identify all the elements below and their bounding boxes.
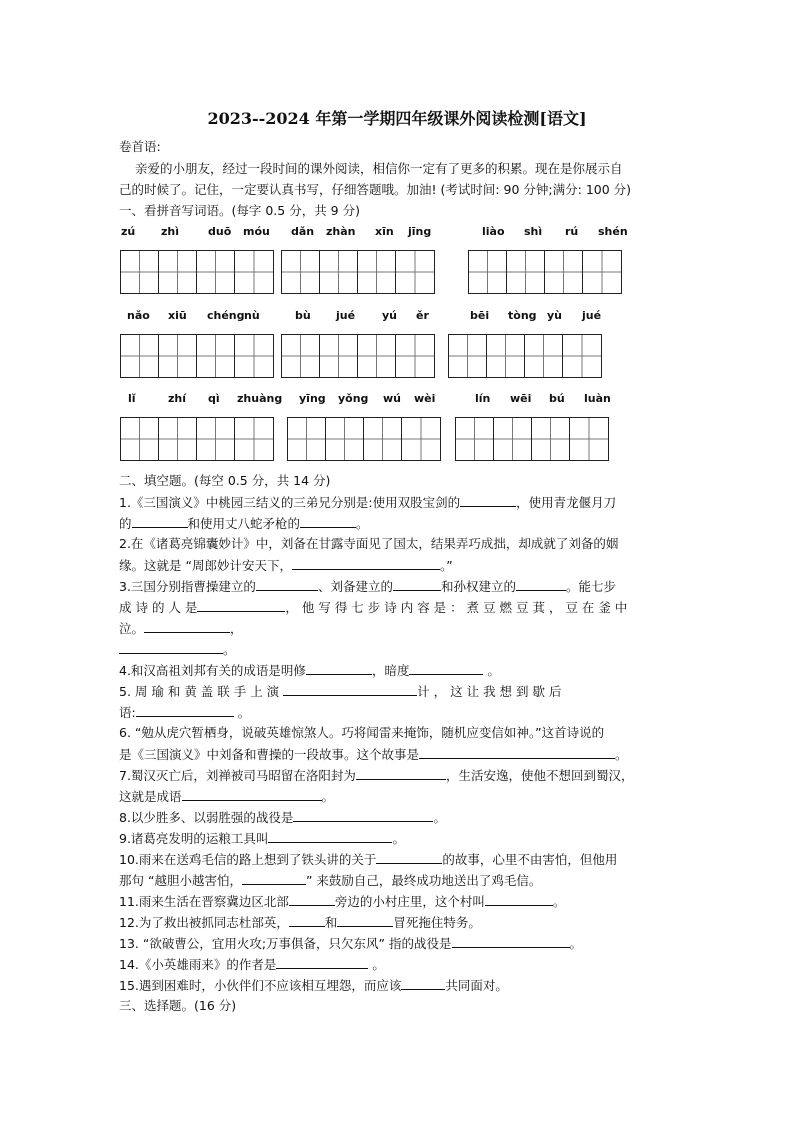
answer-blank[interactable] (300, 513, 356, 528)
preface-line-1: 亲爱的小朋友，经过一段时间的课外阅读，相信你一定有了更多的积累。现在是你展示自 (135, 161, 623, 176)
section-2-heading: 二、填空题。(每空 0.5 分，共 14 分) (119, 473, 331, 488)
answer-blank[interactable] (136, 702, 234, 717)
answer-blank[interactable] (393, 576, 441, 591)
question-2: 2.在《诸葛亮锦囊妙计》中，刘备在甘露寺面见了国太，结果弄巧成拙，却成就了刘备的姻 (119, 536, 619, 551)
pinyin: zhàn (326, 225, 356, 238)
question-3-cont: 泣。 ， (119, 618, 679, 639)
word-box[interactable] (287, 417, 441, 461)
pinyin: lín (475, 392, 491, 405)
answer-blank[interactable] (460, 492, 516, 507)
pinyin: zú (121, 225, 136, 238)
answer-blank[interactable] (242, 870, 306, 885)
pinyin: wèi (414, 392, 436, 405)
pinyin: bú (549, 392, 565, 405)
answer-blank[interactable] (276, 954, 368, 969)
exam-title: 2023--2024 年第一学期四年级课外阅读检测[语文] (207, 109, 587, 128)
question-5: 5. 周 瑜 和 黄 盖 联 手 上 演 计 ， 这 让 我 想 到 歇 后 (119, 681, 679, 702)
word-box[interactable] (281, 250, 435, 294)
question-15: 15.遇到困难时，小伙伴们不应该相互埋怨，而应该 共同面对。 (119, 975, 679, 996)
question-11: 11.雨来生活在晋察冀边区北部 旁边的小村庄里，这个村叫 。 (119, 891, 679, 912)
question-3-cont: 成 诗 的 人 是 ， 他 写 得 七 步 诗 内 容 是 ： 煮 豆 燃 豆 萁 ， 豆 在 釜 中 (119, 597, 679, 618)
pinyin: yú (382, 309, 398, 322)
pinyin: wú (383, 392, 401, 405)
section-3-heading: 三、选择题。(16 分) (119, 998, 237, 1013)
tianzige-row-3 (0, 417, 794, 461)
pinyin: nù (244, 309, 260, 322)
word-box[interactable] (120, 250, 274, 294)
preface-line-2: 己的时候了。记住，一定要认真书写，仔细答题哦。加油! (考试时间: 90 分钟;满分: 100 分) (119, 182, 632, 197)
pinyin: yīng (299, 392, 326, 405)
answer-blank[interactable] (289, 891, 335, 906)
pinyin: rú (565, 225, 579, 238)
question-7-cont: 这就是成语 。 (119, 786, 679, 807)
pinyin: yù (547, 309, 563, 322)
pinyin: jué (582, 309, 602, 322)
question-8: 8.以少胜多、以弱胜强的战役是 。 (119, 807, 679, 828)
answer-blank[interactable] (132, 513, 188, 528)
question-14: 14.《小英雄雨来》的作者是 。 (119, 954, 679, 975)
question-13: 13. “欲破曹公，宜用火攻;万事俱备，只欠东风” 指的战役是 。 (119, 933, 679, 954)
pinyin: bēi (470, 309, 490, 322)
word-box[interactable] (468, 250, 622, 294)
question-3: 3.三国分别指曹操建立的 、刘备建立的 和孙权建立的 。能七步 (119, 576, 679, 597)
pinyin-row-2 (119, 309, 679, 325)
question-2-cont: 缘。这就是 “周郎妙计安天下， 。” (119, 555, 679, 576)
pinyin: chéng (207, 309, 245, 322)
question-12: 12.为了救出被抓同志杜部英， 和 冒死拖住特务。 (119, 912, 679, 933)
question-5-cont: 语: 。 (119, 702, 679, 723)
pinyin: ěr (416, 309, 429, 322)
pinyin: duō (208, 225, 232, 238)
word-box[interactable] (281, 334, 435, 378)
answer-blank[interactable] (516, 576, 566, 591)
answer-blank[interactable] (401, 975, 445, 990)
question-10-cont: 那句 “越胆小越害怕， ” 来鼓励自己，最终成功地送出了鸡毛信。 (119, 870, 679, 891)
tianzige-row-1 (0, 250, 794, 294)
answer-blank[interactable] (144, 618, 230, 633)
answer-blank[interactable] (293, 807, 433, 822)
answer-blank[interactable] (485, 891, 553, 906)
answer-blank[interactable] (306, 660, 372, 675)
question-3-cont: 。 (119, 639, 679, 660)
pinyin: qì (208, 392, 220, 405)
pinyin-row-1 (119, 225, 679, 241)
pinyin: liào (482, 225, 505, 238)
answer-blank[interactable] (376, 849, 442, 864)
pinyin: luàn (584, 392, 611, 405)
pinyin: tòng (508, 309, 537, 322)
pinyin-row-3 (119, 392, 679, 408)
answer-blank[interactable] (292, 555, 440, 570)
question-10: 10.雨来在送鸡毛信的路上想到了铁头讲的关于 的故事，心里不由害怕，但他用 (119, 849, 679, 870)
pinyin: jīng (408, 225, 432, 238)
answer-blank[interactable] (337, 912, 393, 927)
pinyin: bù (295, 309, 311, 322)
answer-blank[interactable] (182, 786, 322, 801)
word-box[interactable] (120, 334, 274, 378)
question-6-cont: 是《三国演义》中刘备和曹操的一段故事。这个故事是 。 (119, 744, 679, 765)
word-box[interactable] (448, 334, 602, 378)
pinyin: móu (243, 225, 270, 238)
pinyin: xiū (168, 309, 187, 322)
word-box[interactable] (120, 417, 274, 461)
answer-blank[interactable] (268, 828, 392, 843)
word-box[interactable] (455, 417, 609, 461)
answer-blank[interactable] (409, 660, 483, 675)
question-1: 1.《三国演义》中桃园三结义的三弟兄分别是:使用双股宝剑的 ，使用青龙偃月刀 (119, 492, 679, 513)
answer-blank[interactable] (283, 681, 417, 696)
pinyin: zhuàng (237, 392, 283, 405)
pinyin: zhì (161, 225, 180, 238)
question-6: 6. “勉从虎穴暂栖身，说破英雄惊煞人。巧将闻雷来掩饰，随机应变信如神。”这首诗说的 (119, 725, 605, 740)
answer-blank[interactable] (289, 912, 325, 927)
pinyin: nǎo (127, 309, 150, 322)
pinyin: shì (524, 225, 543, 238)
pinyin: wēi (510, 392, 532, 405)
section-1-heading: 一、看拼音写词语。(每字 0.5 分，共 9 分) (119, 203, 360, 218)
pinyin: jué (336, 309, 356, 322)
question-1-cont: 的 和使用丈八蛇矛枪的 。 (119, 513, 679, 534)
pinyin: shén (598, 225, 628, 238)
pinyin: zhí (168, 392, 187, 405)
answer-blank[interactable] (197, 597, 285, 612)
pinyin: yǒng (338, 392, 369, 405)
answer-blank[interactable] (356, 765, 446, 780)
answer-blank[interactable] (452, 933, 570, 948)
answer-blank[interactable] (256, 576, 318, 591)
question-4: 4.和汉高祖刘邦有关的成语是明修 ，暗度 。 (119, 660, 679, 681)
tianzige-row-2 (0, 334, 794, 378)
preface-label: 卷首语: (119, 139, 161, 154)
question-9: 9.诸葛亮发明的运粮工具叫 。 (119, 828, 679, 849)
pinyin: xīn (375, 225, 394, 238)
answer-blank[interactable] (119, 639, 223, 654)
pinyin: lǐ (128, 392, 136, 405)
answer-blank[interactable] (419, 744, 615, 759)
pinyin: dǎn (291, 225, 315, 238)
question-7: 7.蜀汉灭亡后，刘禅被司马昭留在洛阳封为 ，生活安逸，使他不想回到蜀汉， (119, 765, 679, 786)
